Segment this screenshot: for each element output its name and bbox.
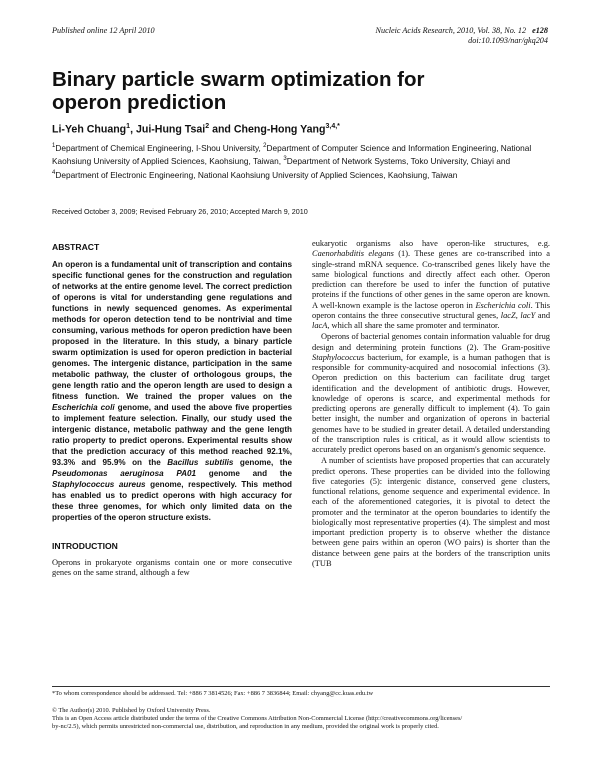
author-name: Cheng-Hong Yang: [233, 123, 326, 136]
author-list: [52, 120, 552, 137]
author-separator: and: [209, 123, 234, 136]
right-column: [312, 239, 550, 569]
affil-text: Department of Computer Science and Information Engineering, National Kaohsiung University of Applied Sciences, Kaohsiung, Taiwan,: [52, 142, 532, 167]
correspondence-footnote: *To whom correspondence should be addressed. Tel: +886 7 3814526; Fax: +886 7 3836844; Email: chyang@cc.kuas.edu.tw: [52, 690, 374, 697]
affiliations: [52, 141, 552, 181]
affil-marker: 3: [283, 156, 287, 163]
affil-marker: 4: [52, 169, 56, 176]
published-date: Published online 12 April 2010: [52, 26, 155, 35]
affil-marker: 2: [263, 143, 267, 149]
license-line-1: This is an Open Access article distributed under the terms of the Creative Commons Attribution Non-Commercial License (http://creativecommons.org/licenses/: [52, 715, 463, 722]
copyright-notice: © The Author(s) 2010. Published by Oxford University Press.: [52, 707, 211, 714]
article-number: e128: [532, 26, 548, 35]
author-affil-marker: 1: [126, 123, 131, 130]
intro-paragraph-1: eukaryotic organisms also have operon-like structures, e.g. Caenorhabditis elegans (1). These genes are co-transcribed into a single-strand mRNA sequence. Co-transcribed genes likely have the same biological functions and directly affect each other. Operon prediction can therefore be used to infer the function of putative proteins if the functions of other genes in the same operon are known. A well-known example is the lactose operon in Escherichia coli. This operon contains the three consecutive structural genes, lacZ, lacY and lacA, which all share the same promoter and terminator.: [312, 239, 551, 330]
affil-text: Department of Network Systems, Toko University, Chiayi and: [286, 156, 511, 167]
journal-header: [376, 26, 548, 46]
intro-paragraph-2: Operons of bacterial genomes contain information valuable for drug design and determining protein functions (2). The Gram-positive Staphylococcus bacterium, for example, is a human pathogen that is responsible for community-acquired and nosocomial infections (3). Operon prediction on this bacterium can facilitate drug target identification and the development of antibiotic drugs. However, knowledge of operons is scarce, and experimental methods for predicting operons are generally difficult to implement (4). To gain better insight, the number and organization of operons in bacterial genomes have to be studied in greater detail. A detailed understanding of the transcription rules is critical, as it would allow scientists to accurately predict operons based on an organism's genomic sequence.: [312, 332, 550, 454]
intro-paragraph-start: Operons in prokaryote organisms contain one or more consecutive genes on the same strand, although a few: [52, 558, 292, 578]
author-affil-marker: 2: [205, 123, 210, 130]
introduction-heading: INTRODUCTION: [52, 541, 118, 551]
affil-text: Department of Electronic Engineering, National Kaohsiung University of Applied Sciences, Kaohsiung, Taiwan: [55, 169, 458, 180]
intro-paragraph-3: A number of scientists have proposed properties that can accurately predict operons. These properties can be divided into the following five categories (5): intergenic distance, conserved gene clusters, functional relations, genome sequence and experimental evidence. In each of the aforementioned categories, it is pivotal to detect the promoter and the terminator at the operon boundaries to identify the biologically most representative properties (4). The simplest and most important prediction property is to observe whether the distance between gene pairs within an operon (WO pairs) is shorter than the distance between gene pairs at the borders of the transcription units (TUB: [312, 456, 550, 568]
abstract-text: An operon is a fundamental unit of transcription and contains specific functional genes for the construction and regulation of networks at the entire genome level. The correct prediction of operons is vital for understanding gene regulations and functions in newly sequenced genomes. As experimental methods for operon detection tend to be nontrivial and time consuming, various methods for operon prediction have been proposed in the literature. In this study, a binary particle swarm optimization is used for operon prediction in bacterial genomes. The intergenic distance, participation in the same metabolic pathway, the cluster of orthologous groups, the gene length ratio and the operon length are used to design a fitness function. We trained the proper values on the Escherichia coli genome, and used the above five properties to implement feature selection. Finally, our study used the intergenic distance, metabolic pathway and the gene length ratio property to predict operons. Experimental results show that the prediction accuracy of this method reached 92.1%, 93.3% and 95.9% on the Bacillus subtilis genome, the Pseudomonas aeruginosa PA01 genome and the Staphylococcus aureus genome, respectively. This method has enabled us to predict operons with high accuracy for these three genomes, for which only limited data on the properties of the operon structure exists.: [52, 260, 292, 522]
affil-text: Department of Chemical Engineering, I-Shou University,: [55, 142, 264, 153]
author-name: Li-Yeh Chuang: [52, 123, 127, 136]
doi[interactable]: doi:10.1093/nar/gkq204: [468, 36, 548, 45]
footnote-divider: [52, 686, 550, 687]
received-dates: Received October 3, 2009; Revised February 26, 2010; Accepted March 9, 2010: [52, 207, 308, 216]
left-column: [52, 242, 292, 579]
author-affil-marker: 3,4,*: [325, 123, 340, 130]
affil-marker: 1: [52, 143, 56, 149]
journal-citation: Nucleic Acids Research, 2010, Vol. 38, No. 12: [375, 26, 527, 35]
abstract-heading: ABSTRACT: [52, 242, 100, 252]
author-separator: ,: [130, 123, 136, 136]
article-title: Binary particle swarm optimization for operon prediction: [52, 68, 425, 114]
author-name: Jui-Hung Tsai: [135, 123, 206, 136]
license-line-2: by-nc/2.5), which permits unrestricted non-commercial use, distribution, and reproduction in any medium, provided the original work is properly cited.: [52, 723, 439, 730]
